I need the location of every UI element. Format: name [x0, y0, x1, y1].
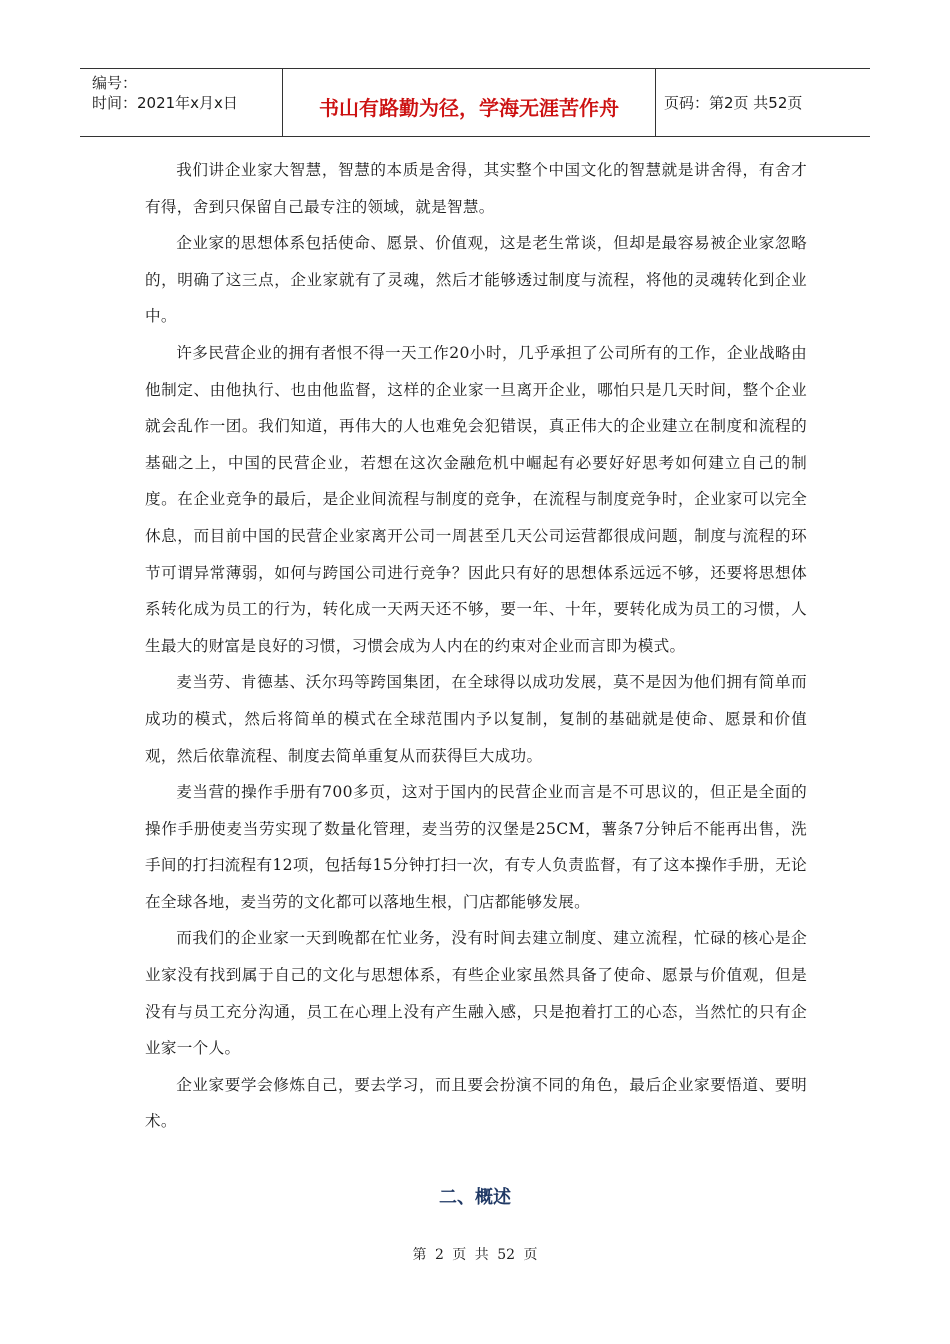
header-page-info: 页码：第2页 共52页 [664, 94, 803, 112]
body-text [145, 152, 807, 1140]
serial-number-label: 编号： [92, 74, 138, 92]
page-header [80, 68, 870, 137]
paragraph: 许多民营企业的拥有者恨不得一天工作20小时，几乎承担了公司所有的工作，企业战略由他制定、由他执行、也由他监督，这样的企业家一旦离开企业，哪怕只是几天时间，整个企业就会乱作一团。我们知道，再伟大的人也难免会犯错误，真正伟大的企业建立在制度和流程的基础之上，中国的民营企业，若想在这次金融危机中崛起有必要好好思考如何建立自己的制度。在企业竞争的最后，是企业间流程与制度的竞争，在流程与制度竞争时，企业家可以完全休息，而目前中国的民营企业家离开公司一周甚至几天公司运营都很成问题，制度与流程的环节可谓异常薄弱，如何与跨国公司进行竞争？因此只有好的思想体系远远不够，还要将思想体系转化成为员工的行为，转化成一天两天还不够，要一年、十年，要转化成为员工的习惯，人生最大的财富是良好的习惯，习惯会成为人内在的约束对企业而言即为模式。 [145, 343, 807, 655]
paragraph: 企业家要学会修炼自己，要去学习，而且要会扮演不同的角色，最后企业家要悟道、要明术。 [145, 1075, 807, 1131]
page-footer: 第 2 页 共 52 页 [412, 1247, 538, 1263]
paragraph: 我们讲企业家大智慧，智慧的本质是舍得，其实整个中国文化的智慧就是讲舍得，有舍才有得，舍到只保留自己最专注的领域，就是智慧。 [145, 161, 807, 216]
paragraph: 企业家的思想体系包括使命、愿景、价值观，这是老生常谈，但却是最容易被企业家忽略的，明确了这三点，企业家就有了灵魂，然后才能够透过制度与流程，将他的灵魂转化到企业中。 [145, 234, 807, 326]
date-line: 时间：2021年x月x日 [92, 94, 238, 112]
section-heading: 二、概述 [439, 1187, 511, 1208]
paragraph: 麦当营的操作手册有700多页，这对于国内的民营企业而言是不可思议的，但正是全面的操作手册使麦当劳实现了数量化管理，麦当劳的汉堡是25CM，薯条7分钟后不能再出售，洗手间的打扫流程有12项，包括每15分钟打扫一次，有专人负责监督，有了这本操作手册，无论在全球各地，麦当劳的文化都可以落地生根，门店都能够发展。 [145, 783, 807, 911]
header-meta [80, 69, 283, 136]
paragraph: 麦当劳、肯德基、沃尔玛等跨国集团，在全球得以成功发展，莫不是因为他们拥有简单而成功的模式，然后将简单的模式在全球范围内予以复制，复制的基础就是使命、愿景和价值观，然后依靠流程、制度去简单重复从而获得巨大成功。 [145, 673, 807, 765]
paragraph: 而我们的企业家一天到晚都在忙业务，没有时间去建立制度、建立流程，忙碌的核心是企业家没有找到属于自己的文化与思想体系，有些企业家虽然具备了使命、愿景与价值观，但是没有与员工充分沟通，员工在心理上没有产生融入感，只是抱着打工的心态，当然忙的只有企业家一个人。 [145, 929, 807, 1058]
header-motto: 书山有路勤为径，学海无涯苦作舟 [283, 69, 656, 136]
